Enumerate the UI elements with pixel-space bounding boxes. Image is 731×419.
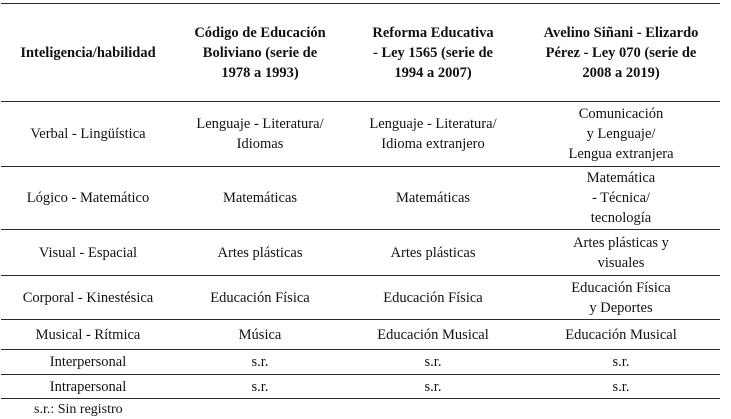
table-cell: Artes plásticas y visuales <box>573 234 669 271</box>
table-cell: Verbal - Lingüística <box>30 126 146 142</box>
table-bottom-rule <box>1 398 720 399</box>
table-cell: Matemática - Técnica/ tecnología <box>586 170 656 226</box>
table-cell: Educación Física <box>210 289 310 306</box>
table-cell: Educación Física <box>383 289 483 306</box>
table-cell: Lenguaje - Literatura/ Idioma extranjero <box>369 116 497 152</box>
header-cell-reforma-educativa: Reforma Educativa - Ley 1565 (serie de 1994 a 2007) <box>372 24 494 81</box>
table-cell: s.r. <box>612 354 630 370</box>
table-cell: Educación Musical <box>565 326 677 343</box>
table-cell: Lógico - Matemático <box>26 190 150 206</box>
header-cell-ley-070: Avelino Siñani - Elizardo Pérez - Ley 070 (serie de 2008 a 2019) <box>543 24 699 81</box>
table-cell: Interpersonal <box>49 354 127 370</box>
table-cell: Educación Musical <box>377 326 489 343</box>
table-cell: Artes plásticas <box>217 244 303 261</box>
table-cell: s.r. <box>424 354 442 370</box>
header-cell-codigo-boliviano: Código de Educación Boliviano (serie de 1978 a 1993) <box>194 24 326 81</box>
table-cell: Matemáticas <box>222 190 298 206</box>
table-cell: Corporal - Kinestésica <box>22 289 154 306</box>
table-cell: Visual - Espacial <box>38 244 138 261</box>
table-cell: Comunicación y Lenguaje/ Lengua extranjera <box>568 106 674 162</box>
table-cell: s.r. <box>251 378 269 395</box>
table-footnote: s.r.: Sin registro <box>34 402 123 417</box>
table-cell: s.r. <box>251 354 269 370</box>
table-cell: Lenguaje - Literatura/ Idiomas <box>196 116 324 152</box>
table-cell: Musical - Rítmica <box>35 326 141 343</box>
table-cell: Artes plásticas <box>390 244 476 261</box>
table-cell: s.r. <box>612 378 630 395</box>
header-cell-intelligence: Inteligencia/habilidad <box>20 44 156 61</box>
table-cell: s.r. <box>424 378 442 395</box>
table-cell: Intrapersonal <box>49 378 127 395</box>
table-cell: Educación Física y Deportes <box>571 279 671 316</box>
table-cell: Música <box>238 326 282 343</box>
table-cell: Matemáticas <box>395 190 471 206</box>
